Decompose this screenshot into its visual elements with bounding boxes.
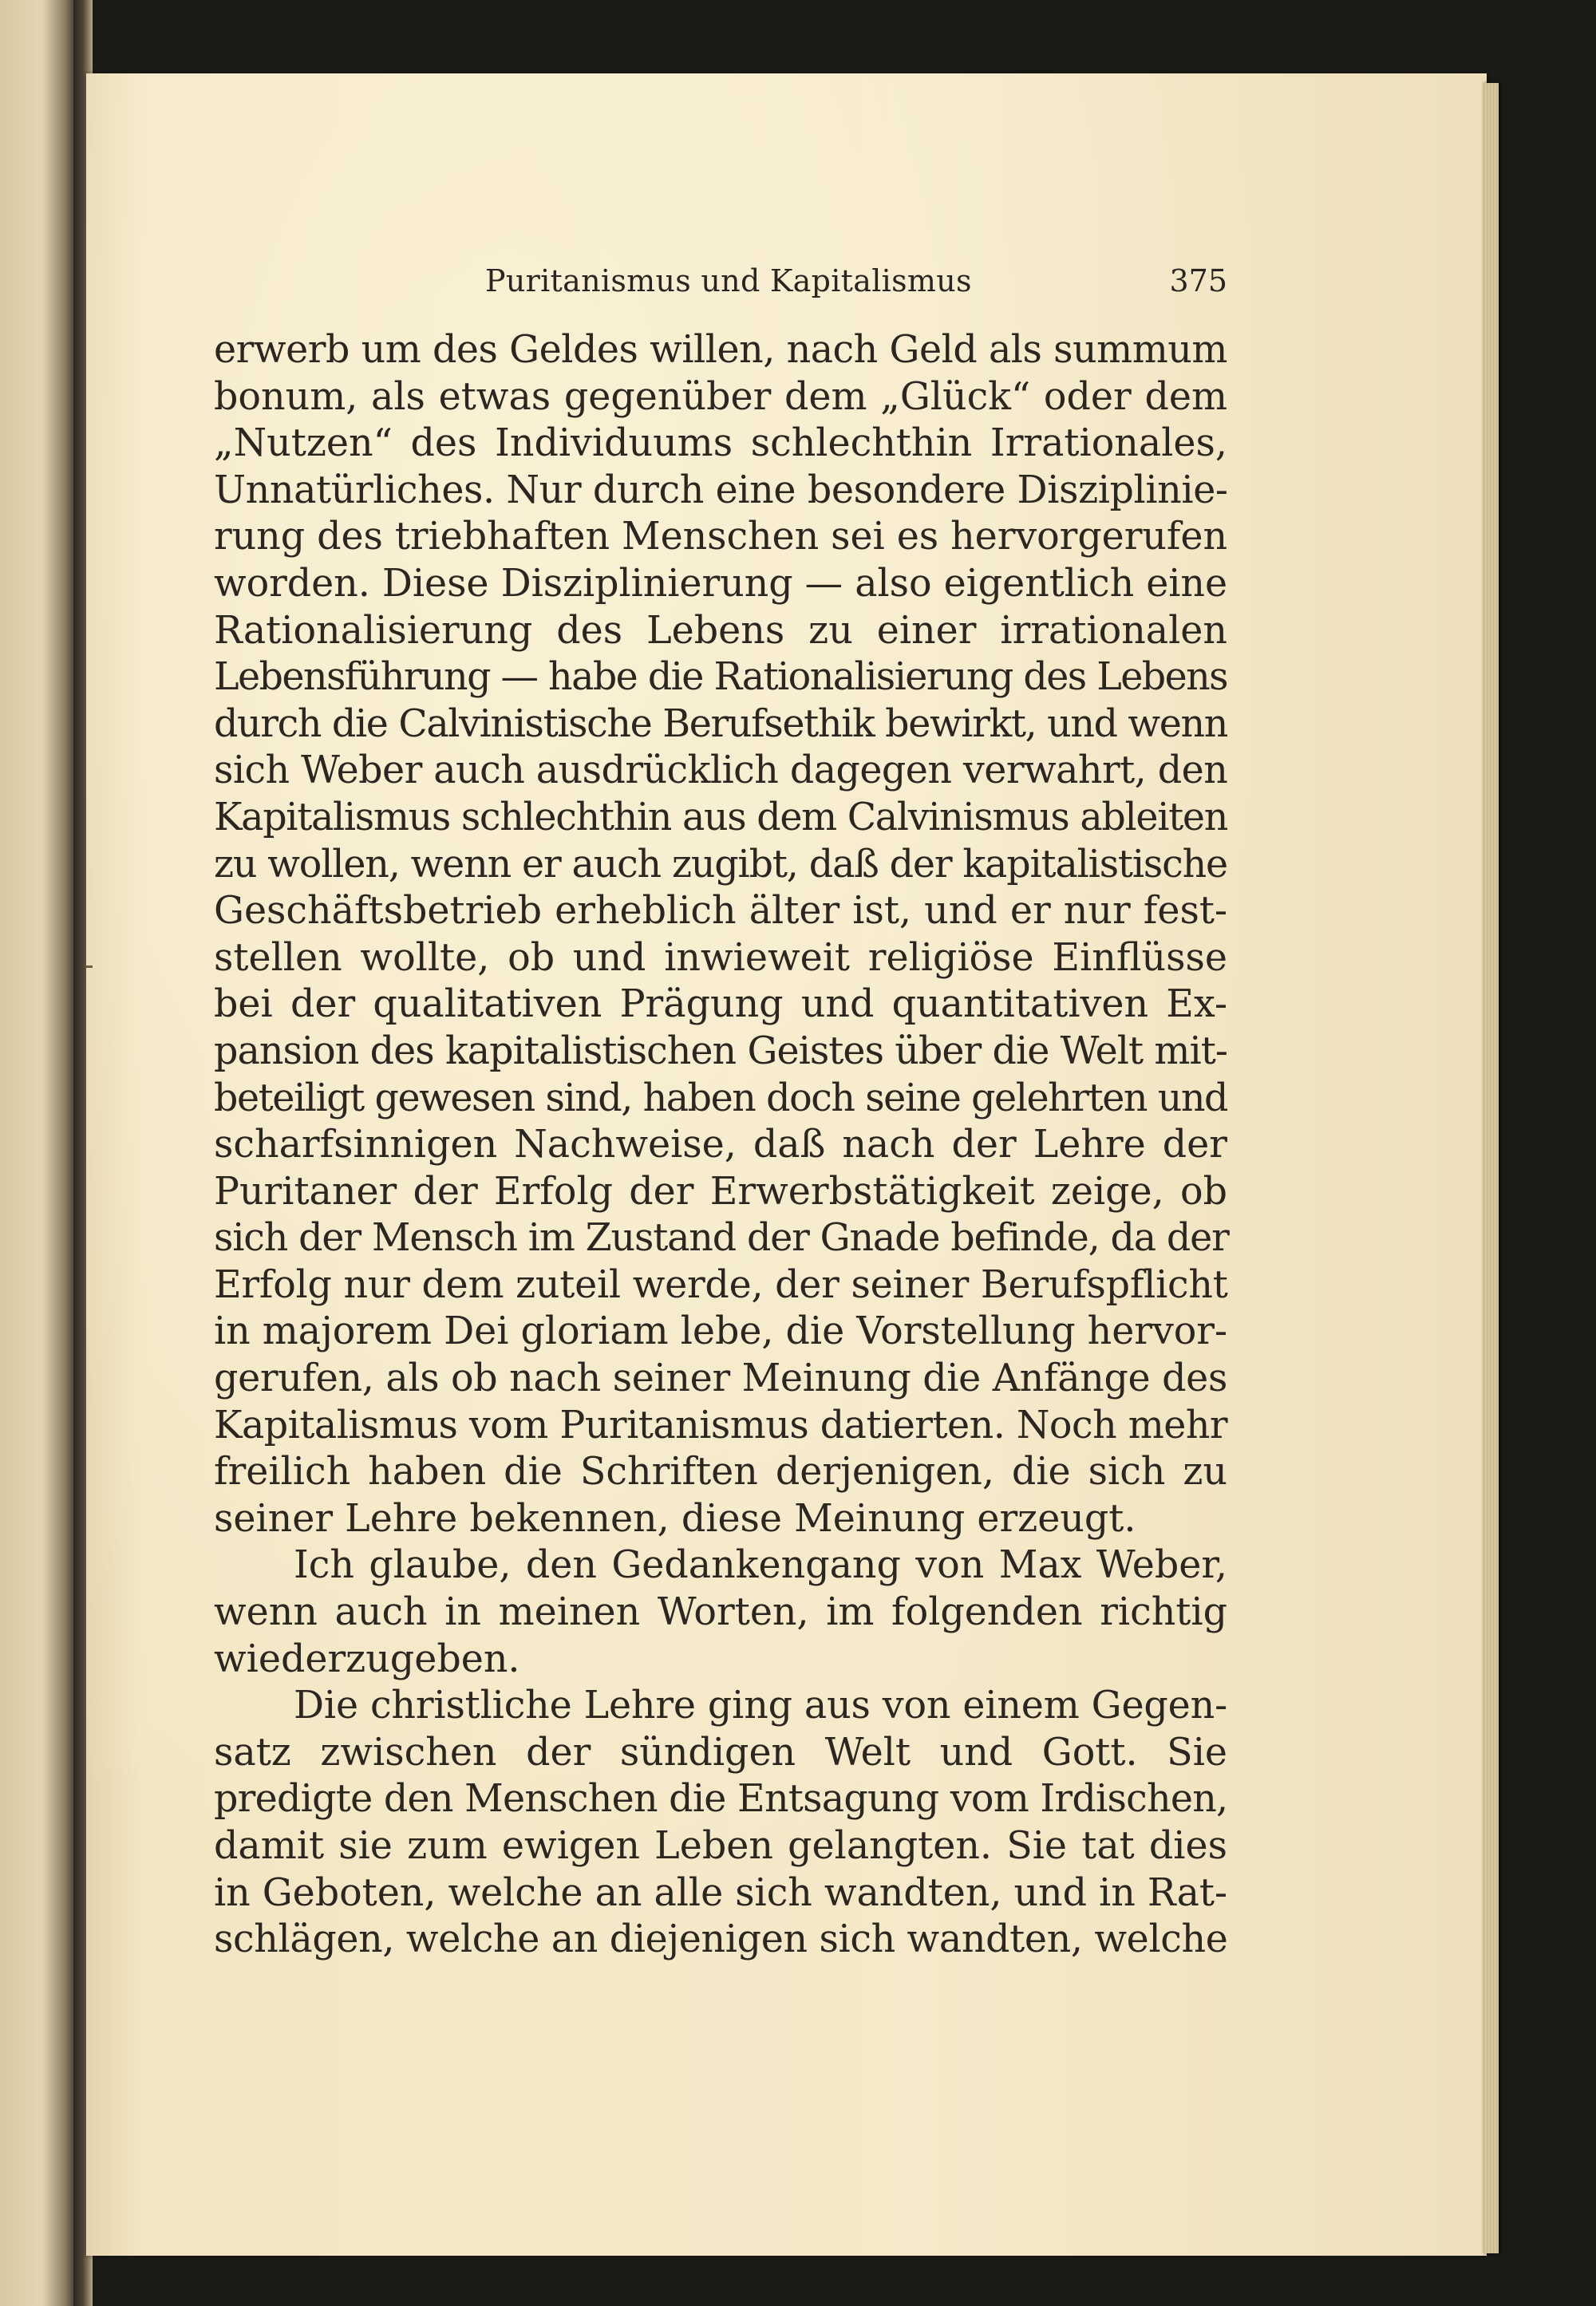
page-stack-edge [1483, 83, 1499, 2253]
page-number: 375 [1169, 263, 1227, 298]
text-line: Kapitalismus vom Puritanismus datierten. Noch mehr [214, 1403, 1228, 1447]
paragraph-end-line: wiederzugeben. [214, 1637, 520, 1681]
text-line: sich der Mensch im Zustand der Gnade befinde, da der [214, 1216, 1229, 1261]
text-line: in majorem Dei gloriam lebe, die Vorstellung hervor- [214, 1309, 1227, 1354]
text-line: „Nutzen“ des Individuums schlechthin Irrationales, [214, 421, 1227, 466]
text-line: Puritaner der Erfolg der Erwerbstätigkeit zeige, ob [214, 1169, 1227, 1214]
text-line: Geschäftsbetrieb erheblich älter ist, und er nur fest- [214, 889, 1227, 934]
text-line: satz zwischen der sündigen Welt und Gott. Sie [214, 1730, 1227, 1775]
running-header [214, 263, 1227, 311]
text-line: Erfolg nur dem zuteil werde, der seiner Berufspflicht [214, 1262, 1228, 1307]
text-line: bonum, als etwas gegenüber dem „Glück“ oder dem [214, 374, 1227, 419]
text-line: pansion des kapitalistischen Geistes über die Welt mit- [214, 1029, 1227, 1073]
text-line: Rationalisierung des Lebens zu einer irrationalen [214, 608, 1227, 653]
text-line: predigte den Menschen die Entsagung vom Irdischen, [214, 1777, 1228, 1822]
text-line: stellen wollte, ob und inwieweit religiöse Einflüsse [214, 935, 1227, 980]
text-line: beteiligt gewesen sind, haben doch seine gelehrten und [214, 1076, 1227, 1120]
paragraph-start-line: Die christliche Lehre ging aus von einem Gegen- [294, 1684, 1227, 1728]
text-line: worden. Diese Disziplinierung — also eigentlich eine [214, 561, 1227, 606]
text-line: zu wollen, wenn er auch zugibt, daß der kapitalistische [214, 842, 1227, 886]
text-line: Unnatürliches. Nur durch eine besondere Disziplinie- [214, 468, 1228, 512]
text-line: Kapitalismus schlechthin aus dem Calvinismus ableiten [214, 795, 1227, 839]
text-line: bei der qualitativen Prägung und quantitativen Ex- [214, 982, 1227, 1027]
running-head-title: Puritanismus und Kapitalismus [485, 263, 972, 298]
body-text [214, 327, 1227, 1964]
text-line: wenn auch in meinen Worten, im folgenden richtig [214, 1590, 1227, 1635]
text-line: scharfsinnigen Nachweise, daß nach der Lehre der [214, 1123, 1227, 1167]
paragraph-end-line: seiner Lehre bekennen, diese Meinung erzeugt. [214, 1496, 1136, 1541]
text-line: durch die Calvinistische Berufsethik bewirkt, und wenn [214, 701, 1227, 746]
text-line: in Geboten, welche an alle sich wandten, und in Rat- [214, 1870, 1227, 1915]
text-line: erwerb um des Geldes willen, nach Geld als summum [214, 328, 1227, 372]
text-line: Lebensführung — habe die Rationalisierung des Lebens [214, 655, 1227, 700]
text-line: rung des triebhaften Menschen sei es hervorgerufen [214, 515, 1227, 559]
text-line: freilich haben die Schriften derjenigen, die sich zu [214, 1450, 1227, 1495]
left-page-edge [0, 0, 77, 2306]
paragraph-start-line: Ich glaube, den Gedankengang von Max Weber, [294, 1543, 1227, 1588]
text-line: gerufen, als ob nach seiner Meinung die Anfänge des [214, 1356, 1227, 1401]
margin-mark [86, 965, 93, 968]
text-line: damit sie zum ewigen Leben gelangten. Sie tat dies [214, 1824, 1227, 1868]
text-line: schlägen, welche an diejenigen sich wandten, welche [214, 1917, 1228, 1962]
text-line: sich Weber auch ausdrücklich dagegen verwahrt, den [214, 748, 1228, 793]
